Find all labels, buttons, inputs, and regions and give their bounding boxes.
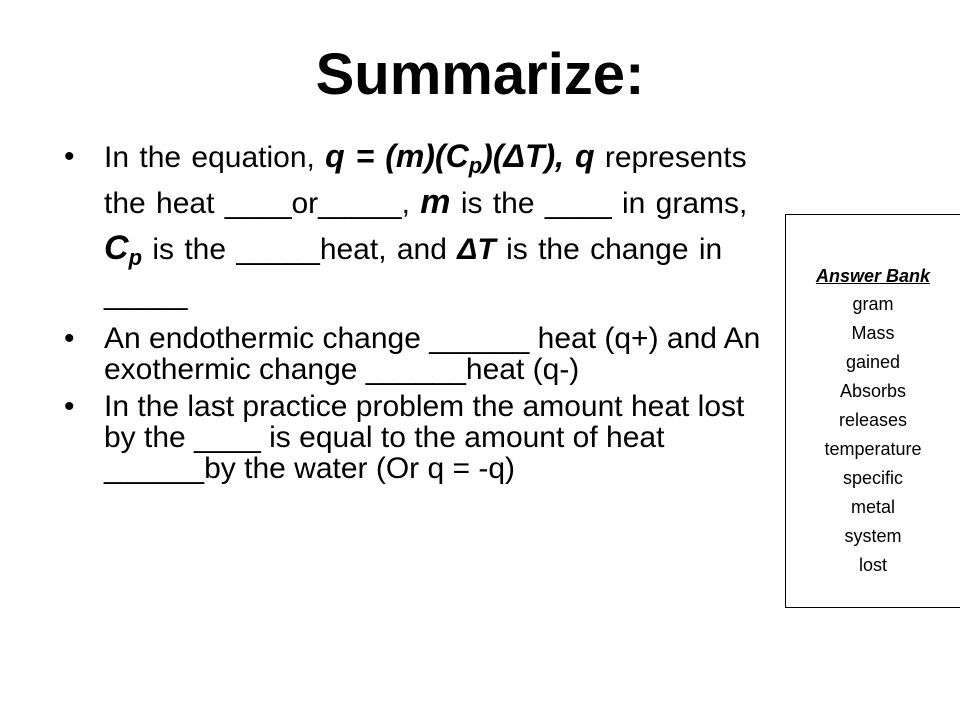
bullet-marker: • xyxy=(64,322,75,355)
answer-bank-item: lost xyxy=(858,555,887,575)
answer-bank-item: releases xyxy=(838,410,908,430)
bullet-marker: • xyxy=(64,140,75,173)
answer-bank-item: gained xyxy=(845,352,901,372)
bullet-text: is the ____ in grams, xyxy=(450,187,748,220)
answer-bank-item: gram xyxy=(852,294,894,314)
slide-title: Summarize: xyxy=(315,42,645,107)
bullet-item-practice-problem xyxy=(64,391,764,484)
bullet-text: is the change in _____ xyxy=(104,233,723,311)
bullet-text: In the last practice problem the amount heat lost by the ____ is equal to the amount of heat ______by the water (Or q = -q) xyxy=(104,390,745,485)
bullet-list xyxy=(64,134,764,484)
delta-t-symbol: ΔT xyxy=(457,233,496,266)
answer-bank-title: Answer Bank xyxy=(815,266,931,286)
equation-text: $q = (m)(C_p)(\Delta T)$, q xyxy=(325,138,595,178)
mass-symbol: m xyxy=(420,183,451,221)
specific-heat-symbol: $C_p$ xyxy=(104,229,143,270)
bullet-text: An endothermic change ______ heat (q+) and An exothermic change ______heat (q-) xyxy=(104,322,761,386)
answer-bank-item: temperature xyxy=(824,439,922,459)
bullet-text: In the equation, xyxy=(104,141,326,174)
answer-bank-item: Mass xyxy=(851,323,895,343)
bullet-text: represents the heat ____or_____, xyxy=(104,141,747,220)
bullet-item-equation xyxy=(64,134,764,317)
answer-bank-box xyxy=(785,214,960,608)
answer-bank-item: metal xyxy=(850,497,895,517)
answer-bank-item: specific xyxy=(842,468,904,488)
bullet-text: is the _____heat, and xyxy=(142,233,458,266)
bullet-item-endothermic xyxy=(64,323,764,385)
bullet-marker: • xyxy=(64,390,75,423)
answer-bank-item: system xyxy=(844,526,902,546)
answer-bank-item: Absorbs xyxy=(839,381,907,401)
